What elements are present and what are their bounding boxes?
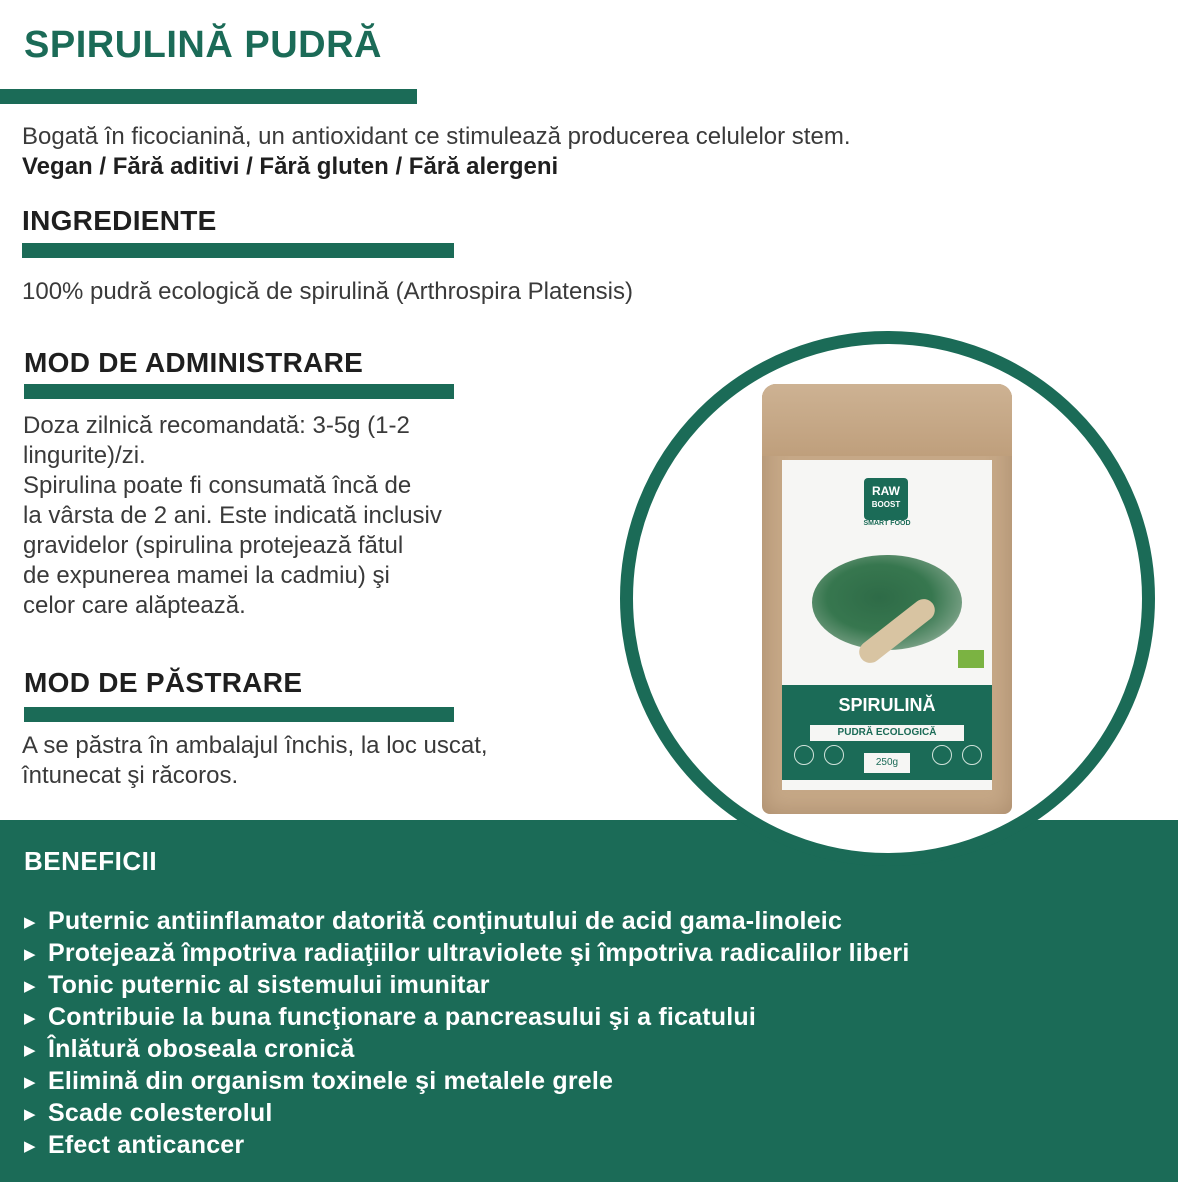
benefit-text: Elimină din organism toxinele şi metalele grele (48, 1067, 614, 1095)
list-item (24, 1034, 910, 1066)
gluten-free-icon (932, 745, 952, 765)
benefits-heading: BENEFICII (24, 846, 158, 876)
pouch-label (782, 460, 992, 790)
bullet-icon: ▶ (24, 1138, 36, 1155)
administration-line: lingurite)/zi. (23, 442, 146, 469)
list-item (24, 1098, 910, 1130)
eu-organic-icon (958, 650, 984, 668)
storage-text (22, 731, 602, 791)
bullet-icon: ▶ (24, 1074, 36, 1091)
brand-tagline: SMART FOOD (863, 520, 911, 527)
brand-logo (864, 478, 908, 520)
bullet-icon: ▶ (24, 1042, 36, 1059)
benefit-text: Puternic antiinflamator datorită conţinutului de acid gama-linoleic (48, 907, 843, 935)
administration-heading: MOD DE ADMINISTRARE (24, 347, 364, 378)
intro-text: Bogată în ficocianină, un antioxidant ce stimulează producerea celulelor stem. (22, 123, 851, 150)
administration-line: Doza zilnică recomandată: 3-5g (1-2 (23, 412, 410, 439)
brand-bottom: BOOST (871, 500, 901, 509)
storage-underline (24, 707, 454, 722)
bullet-icon: ▶ (24, 1106, 36, 1123)
intro-tags: Vegan / Fără aditivi / Fără gluten / Fără alergeni (22, 153, 559, 180)
administration-underline (24, 384, 454, 399)
administration-line: celor care alăptează. (23, 592, 246, 619)
allergen-free-icon (824, 745, 844, 765)
bullet-icon: ▶ (24, 914, 36, 931)
title-underline (0, 89, 417, 104)
list-item (24, 938, 910, 970)
bullet-icon: ▶ (24, 1010, 36, 1027)
list-item (24, 906, 910, 938)
ingredients-underline (22, 243, 454, 258)
administration-line: Spirulina poate fi consumată încă de (23, 472, 412, 499)
benefit-text: Protejează împotriva radiaţiilor ultraviolete şi împotriva radicalilor liberi (48, 939, 910, 967)
pouch-seal (762, 384, 1012, 456)
storage-line: întunecat şi răcoros. (22, 762, 239, 789)
product-name: SPIRULINĂ (838, 695, 936, 715)
vegan-icon (794, 745, 814, 765)
product-pouch-image (762, 384, 1012, 814)
administration-line: de expunerea mamei la cadmiu) şi (23, 562, 390, 589)
list-item (24, 970, 910, 1002)
additive-free-icon (962, 745, 982, 765)
benefit-text: Înlătură oboseala cronică (48, 1035, 355, 1063)
brand-top: RAW (872, 484, 900, 498)
ingredients-heading: INGREDIENTE (22, 205, 217, 236)
benefits-list (24, 906, 910, 1162)
ingredients-text: 100% pudră ecologică de spirulină (Arthrospira Platensis) (22, 278, 633, 305)
administration-line: la vârsta de 2 ani. Este indicată inclusiv (23, 502, 442, 529)
page-title: SPIRULINĂ PUDRĂ (24, 24, 382, 66)
product-subtitle: PUDRĂ ECOLOGICĂ (810, 725, 964, 741)
bullet-icon: ▶ (24, 946, 36, 963)
storage-line: A se păstra în ambalajul închis, la loc uscat, (22, 732, 488, 759)
list-item (24, 1002, 910, 1034)
administration-text (23, 411, 583, 621)
benefits-section (0, 820, 1178, 1182)
list-item (24, 1066, 910, 1098)
administration-line: gravidelor (spirulina protejează fătul (23, 532, 404, 559)
benefit-text: Scade colesterolul (48, 1099, 273, 1127)
pouch-band (782, 685, 992, 780)
benefit-text: Efect anticancer (48, 1131, 245, 1159)
bullet-icon: ▶ (24, 978, 36, 995)
storage-heading: MOD DE PĂSTRARE (24, 667, 303, 698)
list-item (24, 1130, 910, 1162)
product-weight: 250g (864, 753, 910, 773)
benefit-text: Tonic puternic al sistemului imunitar (48, 971, 490, 999)
benefit-text: Contribuie la buna funcţionare a pancreasului şi a ficatului (48, 1003, 756, 1031)
